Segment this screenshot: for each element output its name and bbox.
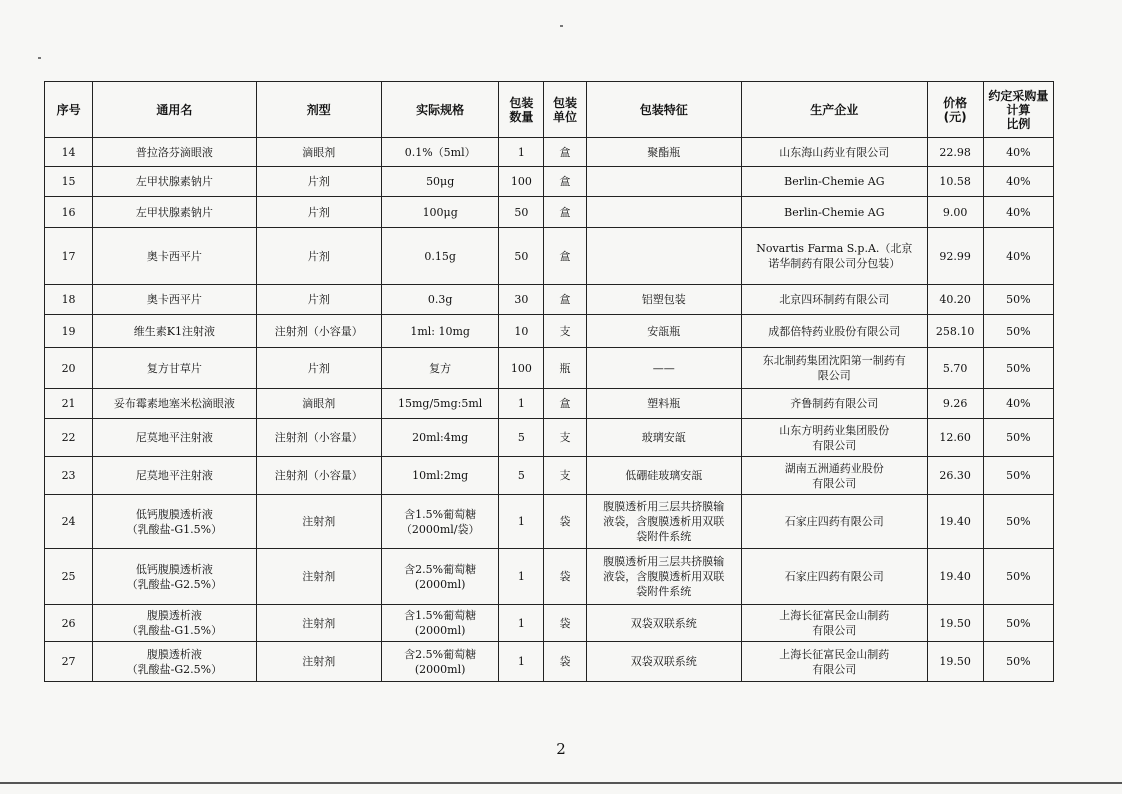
cell-pack-quantity: 1 [499,389,544,419]
cell-specification: 0.1%（5ml） [381,138,498,167]
cell-pack-unit: 支 [544,419,586,457]
cell-price: 258.10 [927,315,983,348]
header-index: 序号 [45,82,93,138]
cell-pack-unit: 瓶 [544,348,586,389]
cell-pack-unit: 盒 [544,389,586,419]
cell-pack-quantity: 1 [499,549,544,605]
cell-volume-ratio: 50% [983,348,1053,389]
cell-volume-ratio: 40% [983,389,1053,419]
cell-pack-feature: 低硼硅玻璃安瓿 [586,457,741,495]
cell-manufacturer: 山东方明药业集团股份 有限公司 [742,419,928,457]
cell-dosage-form: 注射剂 [256,549,381,605]
cell-pack-quantity: 50 [499,228,544,285]
cell-pack-quantity: 5 [499,419,544,457]
cell-dosage-form: 注射剂（小容量） [256,419,381,457]
cell-generic-name: 尼莫地平注射液 [93,457,256,495]
cell-index: 18 [45,285,93,315]
cell-manufacturer: 东北制药集团沈阳第一制药有 限公司 [742,348,928,389]
cell-specification: 0.15g [381,228,498,285]
cell-manufacturer: Berlin-Chemie AG [742,197,928,228]
cell-pack-feature: 玻璃安瓿 [586,419,741,457]
procurement-table [44,81,1054,682]
cell-generic-name: 低钙腹膜透析液 （乳酸盐-G1.5%） [93,495,256,549]
table-row [45,138,1054,167]
cell-index: 15 [45,167,93,197]
page-number: 2 [556,740,566,758]
cell-dosage-form: 注射剂（小容量） [256,457,381,495]
cell-price: 19.40 [927,495,983,549]
cell-pack-feature: 腹膜透析用三层共挤膜输 液袋，含腹膜透析用双联 袋附件系统 [586,549,741,605]
cell-pack-feature [586,228,741,285]
table-row [45,549,1054,605]
cell-specification: 100μg [381,197,498,228]
table-row [45,315,1054,348]
cell-manufacturer: 成都倍特药业股份有限公司 [742,315,928,348]
cell-price: 22.98 [927,138,983,167]
cell-index: 24 [45,495,93,549]
cell-price: 12.60 [927,419,983,457]
header-dosage-form: 剂型 [256,82,381,138]
cell-pack-feature: 铝塑包装 [586,285,741,315]
cell-index: 23 [45,457,93,495]
table-row [45,457,1054,495]
cell-volume-ratio: 50% [983,549,1053,605]
cell-specification: 含2.5%葡萄糖 (2000ml) [381,549,498,605]
cell-dosage-form: 滴眼剂 [256,138,381,167]
cell-generic-name: 左甲状腺素钠片 [93,197,256,228]
cell-price: 40.20 [927,285,983,315]
cell-volume-ratio: 50% [983,642,1053,682]
header-generic-name: 通用名 [93,82,256,138]
cell-dosage-form: 注射剂 [256,605,381,642]
cell-pack-unit: 盒 [544,167,586,197]
cell-generic-name: 维生素K1注射液 [93,315,256,348]
table-row [45,389,1054,419]
cell-dosage-form: 注射剂（小容量） [256,315,381,348]
cell-volume-ratio: 50% [983,315,1053,348]
cell-volume-ratio: 40% [983,197,1053,228]
cell-manufacturer: 石家庄四药有限公司 [742,549,928,605]
cell-manufacturer: 石家庄四药有限公司 [742,495,928,549]
cell-index: 20 [45,348,93,389]
cell-specification: 含1.5%葡萄糖 （2000ml/袋） [381,495,498,549]
cell-pack-unit: 支 [544,457,586,495]
cell-dosage-form: 片剂 [256,167,381,197]
cell-manufacturer: Berlin-Chemie AG [742,167,928,197]
table-row [45,197,1054,228]
cell-index: 17 [45,228,93,285]
cell-manufacturer: 上海长征富民金山制药 有限公司 [742,642,928,682]
cell-pack-quantity: 1 [499,495,544,549]
header-volume-ratio: 约定采购量 计算 比例 [983,82,1053,138]
table-row [45,348,1054,389]
table-row [45,228,1054,285]
cell-pack-unit: 盒 [544,138,586,167]
header-pack-unit: 包装 单位 [544,82,586,138]
cell-generic-name: 奥卡西平片 [93,228,256,285]
cell-dosage-form: 片剂 [256,197,381,228]
table-row [45,419,1054,457]
cell-price: 19.50 [927,642,983,682]
cell-pack-quantity: 100 [499,348,544,389]
cell-price: 92.99 [927,228,983,285]
cell-pack-unit: 袋 [544,642,586,682]
cell-pack-feature: 腹膜透析用三层共挤膜输 液袋，含腹膜透析用双联 袋附件系统 [586,495,741,549]
cell-pack-feature [586,167,741,197]
cell-pack-feature: —— [586,348,741,389]
cell-pack-feature: 聚酯瓶 [586,138,741,167]
cell-volume-ratio: 50% [983,285,1053,315]
cell-pack-quantity: 50 [499,197,544,228]
cell-pack-quantity: 100 [499,167,544,197]
table-row [45,642,1054,682]
cell-volume-ratio: 50% [983,457,1053,495]
cell-specification: 0.3g [381,285,498,315]
cell-pack-quantity: 1 [499,642,544,682]
cell-manufacturer: 上海长征富民金山制药 有限公司 [742,605,928,642]
cell-manufacturer: Novartis Farma S.p.A.（北京 诺华制药有限公司分包装） [742,228,928,285]
table-row [45,605,1054,642]
table-row [45,167,1054,197]
cell-index: 21 [45,389,93,419]
cell-price: 5.70 [927,348,983,389]
cell-dosage-form: 注射剂 [256,495,381,549]
cell-price: 9.26 [927,389,983,419]
cell-specification: 15mg/5mg:5ml [381,389,498,419]
cell-index: 22 [45,419,93,457]
cell-price: 26.30 [927,457,983,495]
cell-generic-name: 低钙腹膜透析液 （乳酸盐-G2.5%） [93,549,256,605]
cell-pack-feature: 塑料瓶 [586,389,741,419]
cell-price: 19.40 [927,549,983,605]
cell-dosage-form: 片剂 [256,285,381,315]
cell-index: 14 [45,138,93,167]
cell-pack-quantity: 1 [499,138,544,167]
cell-pack-feature: 安瓿瓶 [586,315,741,348]
cell-pack-unit: 盒 [544,197,586,228]
cell-manufacturer: 齐鲁制药有限公司 [742,389,928,419]
cell-specification: 20ml:4mg [381,419,498,457]
cell-dosage-form: 注射剂 [256,642,381,682]
cell-specification: 10ml:2mg [381,457,498,495]
cell-pack-unit: 袋 [544,549,586,605]
cell-pack-quantity: 30 [499,285,544,315]
cell-specification: 含2.5%葡萄糖 (2000ml) [381,642,498,682]
cell-manufacturer: 北京四环制药有限公司 [742,285,928,315]
cell-index: 19 [45,315,93,348]
cell-pack-unit: 盒 [544,285,586,315]
cell-pack-unit: 袋 [544,605,586,642]
cell-pack-feature: 双袋双联系统 [586,605,741,642]
cell-volume-ratio: 50% [983,605,1053,642]
cell-pack-quantity: 5 [499,457,544,495]
header-price: 价格 (元) [927,82,983,138]
table-row [45,285,1054,315]
cell-generic-name: 腹膜透析液 （乳酸盐-G2.5%） [93,642,256,682]
cell-generic-name: 奥卡西平片 [93,285,256,315]
cell-generic-name: 复方甘草片 [93,348,256,389]
page-bottom-rule [0,782,1122,784]
scan-speck [38,57,41,59]
cell-dosage-form: 片剂 [256,228,381,285]
cell-index: 26 [45,605,93,642]
table-header-row [45,82,1054,138]
cell-index: 27 [45,642,93,682]
cell-volume-ratio: 40% [983,138,1053,167]
cell-price: 10.58 [927,167,983,197]
cell-pack-unit: 支 [544,315,586,348]
cell-pack-unit: 袋 [544,495,586,549]
cell-index: 25 [45,549,93,605]
header-specification: 实际规格 [381,82,498,138]
cell-pack-unit: 盒 [544,228,586,285]
header-pack-quantity: 包装 数量 [499,82,544,138]
cell-volume-ratio: 40% [983,228,1053,285]
cell-index: 16 [45,197,93,228]
cell-price: 9.00 [927,197,983,228]
cell-volume-ratio: 50% [983,419,1053,457]
cell-manufacturer: 湖南五洲通药业股份 有限公司 [742,457,928,495]
cell-generic-name: 腹膜透析液 （乳酸盐-G1.5%） [93,605,256,642]
cell-specification: 含1.5%葡萄糖 (2000ml) [381,605,498,642]
cell-generic-name: 尼莫地平注射液 [93,419,256,457]
cell-generic-name: 普拉洛芬滴眼液 [93,138,256,167]
header-manufacturer: 生产企业 [742,82,928,138]
scan-speck [560,25,563,27]
cell-manufacturer: 山东海山药业有限公司 [742,138,928,167]
cell-volume-ratio: 50% [983,495,1053,549]
cell-specification: 50μg [381,167,498,197]
cell-pack-feature: 双袋双联系统 [586,642,741,682]
cell-generic-name: 左甲状腺素钠片 [93,167,256,197]
cell-generic-name: 妥布霉素地塞米松滴眼液 [93,389,256,419]
cell-pack-quantity: 10 [499,315,544,348]
cell-dosage-form: 片剂 [256,348,381,389]
cell-price: 19.50 [927,605,983,642]
cell-specification: 1ml: 10mg [381,315,498,348]
cell-specification: 复方 [381,348,498,389]
header-pack-feature: 包装特征 [586,82,741,138]
cell-volume-ratio: 40% [983,167,1053,197]
cell-pack-quantity: 1 [499,605,544,642]
cell-dosage-form: 滴眼剂 [256,389,381,419]
table-row [45,495,1054,549]
cell-pack-feature [586,197,741,228]
